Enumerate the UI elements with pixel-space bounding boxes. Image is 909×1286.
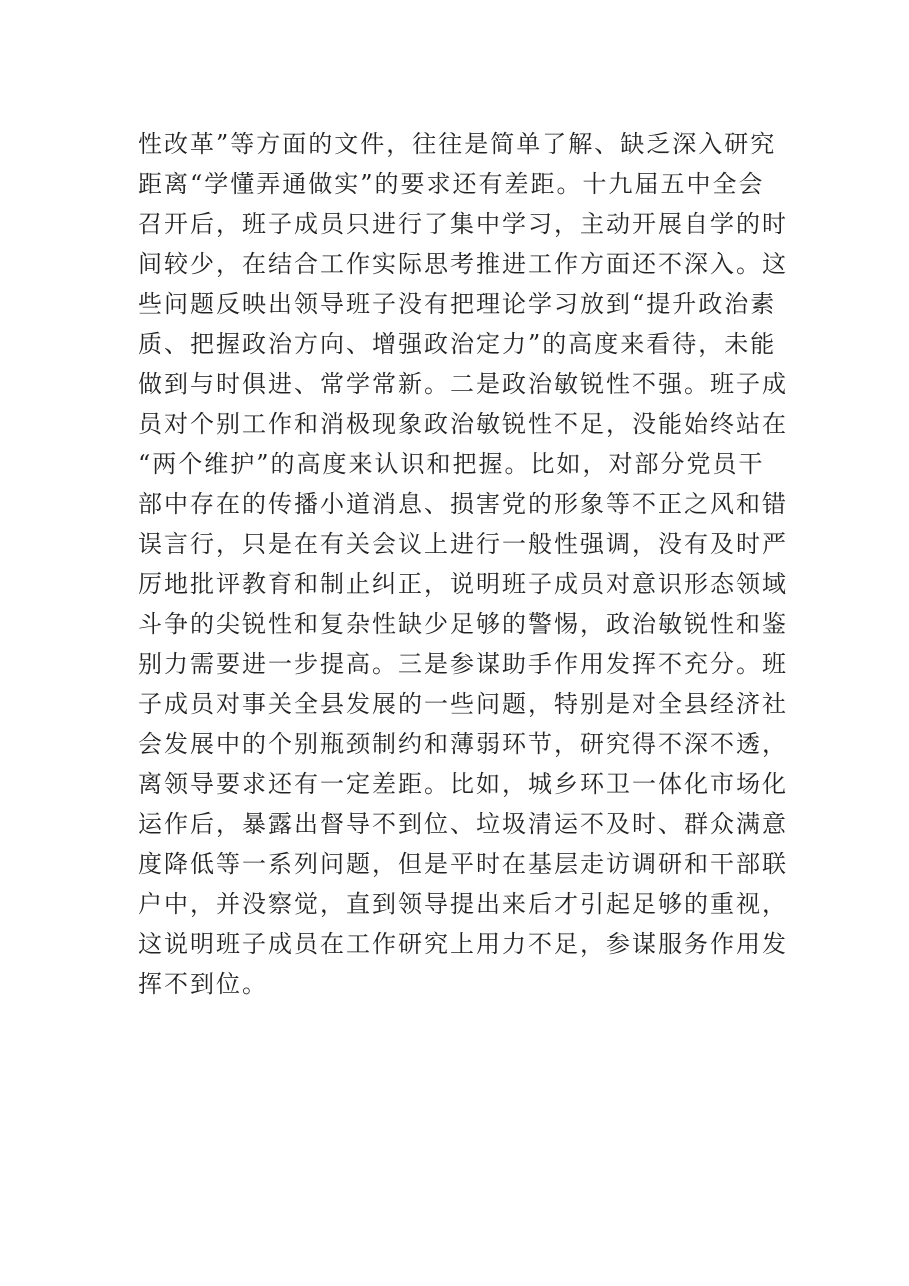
document-body-paragraph <box>138 124 788 1004</box>
text-line: 性改革”等方面的文件，往往是简单了解、缺乏深入研究 <box>138 130 777 158</box>
text-line: 离领导要求还有一定差距。比如，城乡环卫一体化市场化 <box>138 770 788 798</box>
text-line: 斗争的尖锐性和复杂性缺少足够的警惕，政治敏锐性和鉴 <box>138 610 788 638</box>
text-line: 误言行，只是在有关会议上进行一般性强调，没有及时严 <box>138 530 788 558</box>
text-line: 距离“学懂弄通做实”的要求还有差距。十九届五中全会 <box>138 170 765 198</box>
text-line: 子成员对事关全县发展的一些问题，特别是对全县经济社 <box>138 690 788 718</box>
text-line: 挥不到位。 <box>138 970 268 998</box>
text-line: 质、把握政治方向、增强政治定力”的高度来看待，未能 <box>138 330 777 358</box>
text-line: 做到与时俱进、常学常新。二是政治敏锐性不强。班子成 <box>138 370 788 398</box>
text-line: 运作后，暴露出督导不到位、垃圾清运不及时、群众满意 <box>138 810 788 838</box>
text-line: 户中，并没察觉，直到领导提出来后才引起足够的重视， <box>138 890 788 918</box>
text-line: 间较少，在结合工作实际思考推进工作方面还不深入。这 <box>138 250 788 278</box>
text-line: 这说明班子成员在工作研究上用力不足，参谋服务作用发 <box>138 930 788 958</box>
text-line: 员对个别工作和消极现象政治敏锐性不足，没能始终站在 <box>138 410 788 438</box>
text-line: 厉地批评教育和制止纠正，说明班子成员对意识形态领域 <box>138 570 788 598</box>
text-line: 些问题反映出领导班子没有把理论学习放到“提升政治素 <box>138 290 777 318</box>
text-line: 别力需要进一步提高。三是参谋助手作用发挥不充分。班 <box>138 650 788 678</box>
text-line: 度降低等一系列问题，但是平时在基层走访调研和干部联 <box>138 850 788 878</box>
text-line: 召开后，班子成员只进行了集中学习，主动开展自学的时 <box>138 210 788 238</box>
text-line: 部中存在的传播小道消息、损害党的形象等不正之风和错 <box>138 490 788 518</box>
text-line: 会发展中的个别瓶颈制约和薄弱环节，研究得不深不透， <box>138 730 788 758</box>
text-line: “两个维护”的高度来认识和把握。比如，对部分党员干 <box>138 450 765 478</box>
